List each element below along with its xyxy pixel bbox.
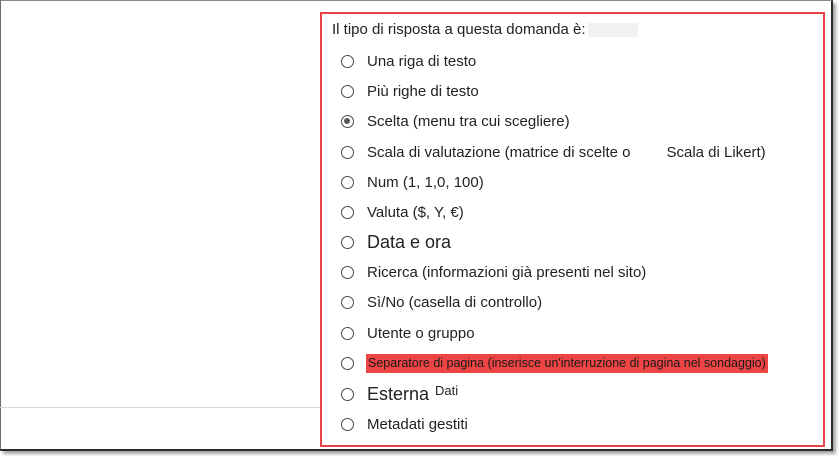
radio-date-time[interactable] <box>341 236 354 249</box>
option-managed-metadata[interactable] <box>341 413 468 435</box>
section-divider <box>0 407 323 408</box>
radio-person-group[interactable] <box>341 327 354 340</box>
option-label <box>367 144 766 161</box>
option-yes-no[interactable] <box>341 291 542 313</box>
option-label: Più righe di testo <box>367 82 479 100</box>
question-text: Il tipo di risposta a questa domanda è: <box>332 21 586 38</box>
option-lookup[interactable] <box>341 261 646 283</box>
radio-currency[interactable] <box>341 206 354 219</box>
option-external-data[interactable] <box>341 383 458 405</box>
option-label-suffix: Scala di Likert) <box>666 143 766 161</box>
option-currency[interactable] <box>341 201 464 223</box>
option-label: Data e ora <box>367 231 452 252</box>
option-single-line-text[interactable] <box>341 50 476 72</box>
option-number[interactable] <box>341 171 484 193</box>
option-label: Num (1, 1,0, 100) <box>367 173 484 191</box>
option-label: Utente o gruppo <box>367 324 475 342</box>
option-label: Esterna <box>367 383 430 404</box>
option-label: Valuta ($, Y, €) <box>367 203 464 221</box>
option-choice[interactable] <box>341 110 570 132</box>
option-label-suffix: Dati <box>435 382 459 398</box>
radio-number[interactable] <box>341 176 354 189</box>
highlight-box <box>320 12 825 447</box>
radio-page-separator[interactable] <box>341 357 354 370</box>
option-date-time[interactable] <box>341 231 451 253</box>
option-label: Separatore di pagina (inserisce un'interruzione di pagina nel sondaggio) <box>366 354 768 373</box>
option-multi-line-text[interactable] <box>341 80 479 102</box>
radio-lookup[interactable] <box>341 266 354 279</box>
radio-multi-line-text[interactable] <box>341 85 354 98</box>
radio-yes-no[interactable] <box>341 296 354 309</box>
option-label-main: Scala di valutazione (matrice di scelte o <box>367 143 631 161</box>
radio-external-data[interactable] <box>341 388 354 401</box>
option-rating-scale[interactable] <box>341 141 766 163</box>
option-label: Scelta (menu tra cui scegliere) <box>367 112 570 130</box>
option-label: Sì/No (casella di controllo) <box>367 293 543 311</box>
redacted-area <box>588 23 638 37</box>
question-label <box>332 21 638 38</box>
radio-rating-scale[interactable] <box>341 146 354 159</box>
option-label: Una riga di testo <box>367 52 477 70</box>
option-label: Metadati gestiti <box>367 415 468 433</box>
radio-single-line-text[interactable] <box>341 55 354 68</box>
radio-choice[interactable] <box>341 115 354 128</box>
option-person-group[interactable] <box>341 322 475 344</box>
radio-managed-metadata[interactable] <box>341 418 354 431</box>
option-label: Ricerca (informazioni già presenti nel sito) <box>367 263 647 281</box>
option-page-separator[interactable] <box>341 352 768 374</box>
